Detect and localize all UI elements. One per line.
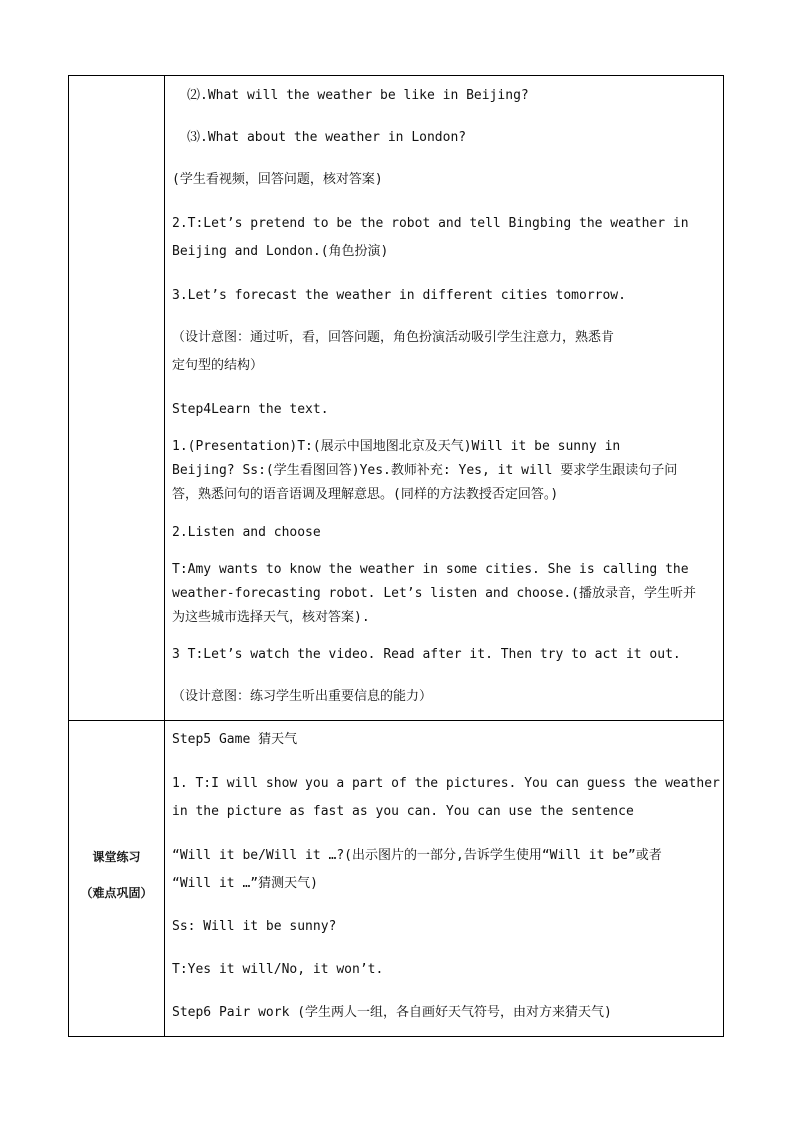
- item-2-line-2: Beijing and London.(角色扮演): [172, 244, 389, 259]
- note-watch-video: (学生看视频，回答问题，核对答案): [172, 172, 383, 187]
- design-intent-2: （设计意图：练习学生听出重要信息的能力）: [172, 689, 433, 704]
- step-6-heading: Step6 Pair work (学生两人一组，各自画好天气符号，由对方来猜天气): [172, 1005, 612, 1020]
- teacher-response: T:Yes it will/No, it won’t.: [172, 962, 384, 977]
- presentation-line-1: 1.(Presentation)T:(展示中国地图北京及天气)Will it be sunny in: [172, 439, 621, 454]
- game-line-2: in the picture as fast as you can. You can use the sentence: [172, 804, 634, 819]
- question-3: ⑶.What about the weather in London?: [187, 130, 467, 145]
- question-2: ⑵.What will the weather be like in Beijing?: [187, 88, 529, 103]
- watch-video-line: 3 T:Let’s watch the video. Read after it. Then try to act it out.: [172, 647, 681, 662]
- step-5-heading: Step5 Game 猜天气: [172, 732, 298, 747]
- student-response: Ss: Will it be sunny?: [172, 919, 337, 934]
- lesson-plan-table: [68, 75, 724, 1037]
- item-2-line-1: 2.T:Let’s pretend to be the robot and tell Bingbing the weather in: [172, 216, 689, 231]
- amy-line-2: weather-forecasting robot. Let’s listen and choose.(播放录音，学生听并: [172, 586, 696, 601]
- design-intent-1-line-2: 定句型的结构）: [172, 358, 264, 373]
- amy-line-1: T:Amy wants to know the weather in some cities. She is calling the: [172, 562, 689, 577]
- section-label-practice: 课堂练习: [92, 850, 141, 864]
- item-3: 3.Let’s forecast the weather in different cities tomorrow.: [172, 288, 626, 303]
- section-label-difficulty: （难点巩固）: [80, 886, 153, 900]
- design-intent-1-line-1: （设计意图：通过听，看，回答问题，角色扮演活动吸引学生注意力，熟悉肯: [172, 330, 615, 345]
- row-divider: [69, 720, 723, 721]
- column-divider: [164, 76, 165, 1036]
- step-4-heading: Step4Learn the text.: [172, 402, 329, 417]
- listen-and-choose: 2.Listen and choose: [172, 525, 321, 540]
- amy-line-3: 为这些城市选择天气，核对答案).: [172, 610, 370, 625]
- game-line-4: “Will it …”猜测天气): [172, 876, 318, 891]
- game-line-3: “Will it be/Will it …?(出示图片的一部分,告诉学生使用“Will it be”或者: [172, 848, 662, 863]
- presentation-line-3: 答，熟悉问句的语音语调及理解意思。(同样的方法教授否定回答。): [172, 487, 559, 502]
- presentation-line-2: Beijing? Ss:(学生看图回答)Yes.教师补充: Yes, it will 要求学生跟读句子问: [172, 463, 678, 478]
- game-line-1: 1. T:I will show you a part of the pictures. You can guess the weather: [172, 776, 720, 791]
